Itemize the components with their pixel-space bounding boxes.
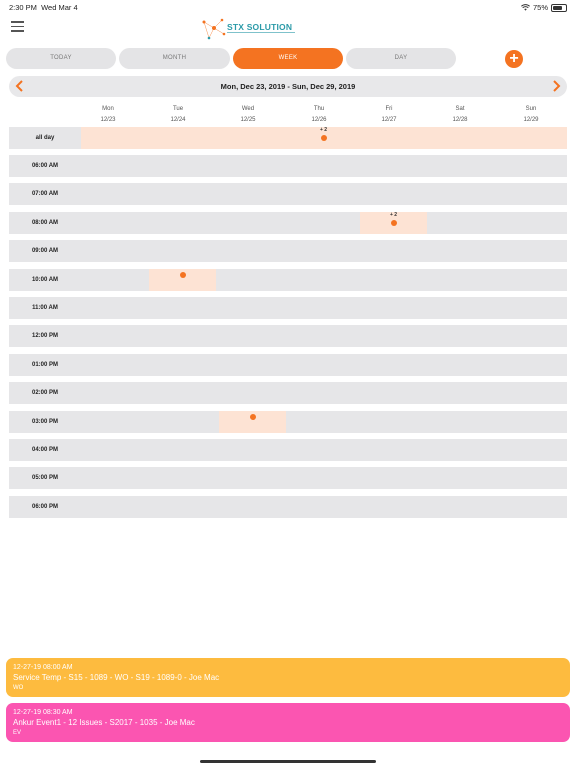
chevron-right-icon[interactable] [549, 79, 563, 93]
event-type: EV [13, 730, 22, 736]
time-label: 10:00 AM [31, 277, 59, 283]
time-row[interactable] [9, 325, 567, 347]
time-row[interactable] [9, 496, 567, 518]
date-range-bar [9, 76, 567, 97]
time-label: 12:00 PM [31, 333, 58, 339]
battery-fill [553, 6, 562, 10]
tab-month[interactable]: MONTH [119, 48, 230, 69]
tab-today[interactable]: TODAY [6, 48, 116, 69]
hamburger-menu-icon[interactable] [11, 21, 24, 32]
time-label: 01:00 PM [31, 362, 58, 368]
time-label: 09:00 AM [31, 248, 59, 254]
time-row[interactable] [9, 411, 567, 433]
add-event-button[interactable] [505, 50, 523, 68]
tab-week[interactable]: WEEK [233, 48, 343, 69]
event-card[interactable] [6, 703, 570, 742]
status-bar [0, 0, 576, 14]
date-range-label: Mon, Dec 23, 2019 - Sun, Dec 29, 2019 [220, 82, 356, 91]
time-label: 05:00 PM [31, 475, 58, 481]
allday-label: all day [35, 135, 55, 141]
event-more-label[interactable]: + 2 [390, 212, 398, 218]
view-tabs [6, 48, 456, 69]
time-label: 06:00 AM [31, 163, 59, 169]
battery-percent: 75% [532, 3, 548, 12]
day-header-sat[interactable] [430, 104, 490, 126]
event-dot[interactable] [180, 272, 186, 278]
event-card[interactable] [6, 658, 570, 697]
tab-day[interactable]: DAY [346, 48, 456, 69]
day-name: Wed [241, 106, 255, 112]
day-date: 12/29 [523, 117, 539, 123]
event-dot[interactable] [250, 414, 256, 420]
day-header-mon[interactable] [78, 104, 138, 126]
logo [200, 16, 300, 40]
time-label: 03:00 PM [31, 419, 58, 425]
time-label: 06:00 PM [31, 504, 58, 510]
wifi-icon [521, 4, 530, 11]
time-row[interactable] [9, 382, 567, 404]
time-label: 04:00 PM [31, 447, 58, 453]
event-title: Ankur Event1 - 12 Issues - S2017 - 1035 - Joe Mac [13, 718, 195, 727]
status-date: Wed Mar 4 [41, 3, 78, 12]
time-row[interactable] [9, 155, 567, 177]
time-label: 08:00 AM [31, 220, 59, 226]
logo-network-icon [200, 16, 228, 42]
time-label: 02:00 PM [31, 390, 58, 396]
status-time: 2:30 PM [9, 3, 37, 12]
event-datetime: 12-27-19 08:00 AM [13, 664, 73, 671]
day-date: 12/25 [240, 117, 256, 123]
status-right [521, 3, 567, 12]
time-row[interactable] [9, 183, 567, 205]
day-header-tue[interactable] [148, 104, 208, 126]
day-name: Sun [525, 106, 537, 112]
event-type: WO [13, 685, 24, 691]
battery-icon [551, 4, 567, 12]
time-row[interactable] [9, 240, 567, 262]
day-header-sun[interactable] [501, 104, 561, 126]
day-header-fri[interactable] [359, 104, 419, 126]
day-date: 12/24 [170, 117, 186, 123]
time-label: 11:00 AM [32, 305, 58, 311]
day-date: 12/23 [100, 117, 116, 123]
day-name: Sat [455, 106, 465, 112]
day-name: Tue [172, 106, 184, 112]
day-name: Fri [385, 106, 393, 112]
time-row[interactable] [9, 354, 567, 376]
plus-icon: + [509, 50, 519, 67]
home-indicator[interactable] [200, 760, 376, 763]
status-time-date [9, 3, 78, 12]
day-date: 12/26 [311, 117, 327, 123]
time-row[interactable] [9, 269, 567, 291]
time-row[interactable] [9, 439, 567, 461]
day-header-thu[interactable] [289, 104, 349, 126]
allday-row [9, 127, 567, 149]
allday-more-label[interactable]: + 2 [320, 127, 328, 133]
logo-underline [227, 32, 295, 33]
event-datetime: 12-27-19 08:30 AM [13, 709, 73, 716]
event-dot[interactable] [391, 220, 397, 226]
day-date: 12/28 [452, 117, 468, 123]
day-date: 12/27 [381, 117, 397, 123]
time-row[interactable] [9, 467, 567, 489]
day-name: Thu [313, 106, 325, 112]
time-row[interactable] [9, 212, 567, 234]
day-header-wed[interactable] [218, 104, 278, 126]
day-name: Mon [102, 106, 114, 112]
time-label: 07:00 AM [31, 191, 59, 197]
allday-event-dot[interactable] [321, 135, 327, 141]
logo-text: STX SOLUTION [227, 22, 293, 32]
time-row[interactable] [9, 297, 567, 319]
event-title: Service Temp - S15 - 1089 - WO - S19 - 1089-0 - Joe Mac [13, 673, 220, 682]
